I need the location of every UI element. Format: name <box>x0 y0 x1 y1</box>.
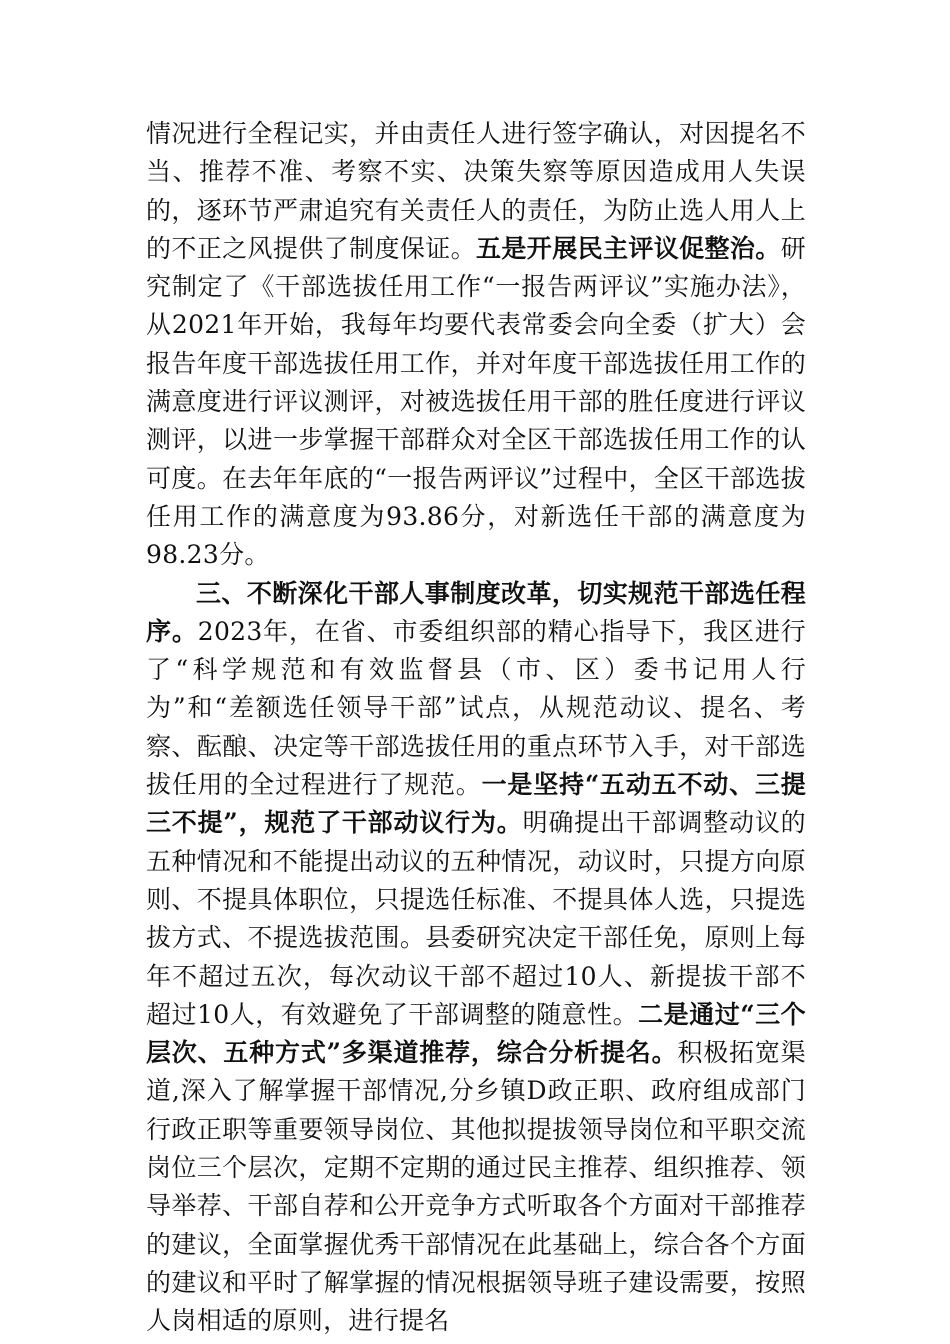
paragraph-2-run-4: 明确提出干部调整动议的五种情况和不能提出动议的五种情况，动议时，只提方向原则、不提具体职位，只提选任标准、不提具体人选，只提选拔方式、不提选拔范围。县委研究决定干部任免，原则上每年不超过五次，每次动议干部不超过10人、新提拔干部不超过10人，有效避免了干部调整的随意性。 <box>146 808 806 1029</box>
paragraph-1-heading-5: 五是开展民主评议促整治。 <box>476 233 781 263</box>
document-page <box>146 115 806 1341</box>
paragraph-1-run-1: 情况进行全程记实，并由责任人进行签字确认，对因提名不当、推荐不准、考察不实、决策失察等原因造成用人失误的，逐环节严肃追究有关责任人的责任，为防止选人用人上的不正之风提供了制度保证。 <box>146 119 806 263</box>
point-2-heading: 二是通过“三个层次、五种方式”多渠道推荐，综合分析提名。 <box>146 999 806 1068</box>
paragraph-2-run-6: 积极拓宽渠道,深入了解掌握干部情况,分乡镇D政正职、政府组成部门行政正职等重要领导岗位、其他拟提拔领导岗位和平职交流岗位三个层次，定期不定期的通过民主推荐、组织推荐、领导举荐、干部自荐和公开竞争方式听取各个方面对干部推荐的建议，全面掌握优秀干部情况在此基础上，综合各个方面的建议和平时了解掌握的情况根据领导班子建设需要，按照人岗相适的原则，进行提名 <box>146 1038 806 1336</box>
paragraph-2-run-2: 2023年，在省、市委组织部的精心指导下，我区进行了“科学规范和有效监督县（市、区）委书记用人行为”和“差额选任领导干部”试点，从规范动议、提名、考察、酝酿、决定等干部选拔任用的重点环节入手，对干部选拔任用的全过程进行了规范。 <box>146 616 807 800</box>
paragraph-1 <box>146 115 806 575</box>
section-3-heading: 三、不断深化干部人事制度改革，切实规范干部选任程序。 <box>146 578 806 646</box>
paragraph-2 <box>146 575 806 1341</box>
paragraph-1-run-3: 研究制定了《干部选拔任用工作“一报告两评议”实施办法》，从2021年开始，我每年均要代表常委会向全委（扩大）会报告年度干部选拔任用工作，并对年度干部选拔任用工作的满意度进行评议测评，对被选拔任用干部的胜任度进行评议测评，以进一步掌握干部群众对全区干部选拔任用工作的认可度。在去年年底的“一报告两评议”过程中，全区干部选拔任用工作的满意度为93.86分，对新选任干部的满意度为98.23分。 <box>146 233 806 570</box>
point-1-heading: 一是坚持“五动五不动、三提三不提”，规范了干部动议行为。 <box>146 770 807 838</box>
